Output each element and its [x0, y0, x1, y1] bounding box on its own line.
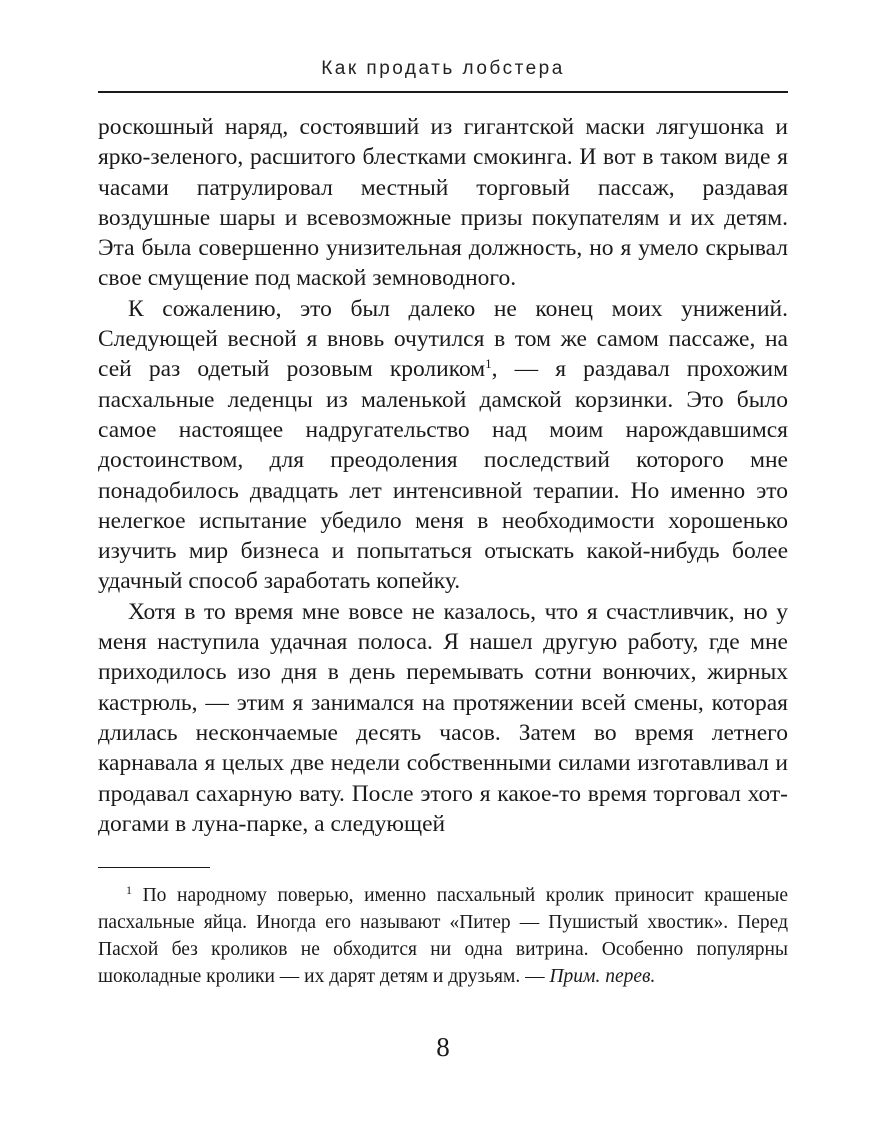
header-rule: [98, 91, 788, 93]
running-head: Как продать лобстера: [321, 58, 565, 79]
paragraph-1: роскошный наряд, состоявший из гигантской маски лягушонка и ярко-зеленого, расшитого блестками смокинга. И вот в таком виде я часами патрулировал местный торговый пассаж, раздавая воздушные шары и всевозможные призы покупателям и их детям. Эта была совершенно унизительная должность, но я умело скрывал свое смущение под маской земноводного.: [98, 114, 788, 292]
paragraph-2-part-2: , — я раздавал прохожим пасхальные леденцы из маленькой дамской корзинки. Это было самое настоящее надругательство над моим нарождавшимся достоинством, для преодоления последствий которого мне понадобилось двадцать лет интенсивной терапии. Но именно это нелегкое испытание убедило меня в необходимости хорошенько изучить мир бизнеса и попытаться отыскать какой-нибудь более удачный способ заработать копейку.: [98, 356, 788, 595]
footnote-marker: 1: [126, 883, 132, 897]
footnote-rule: [98, 867, 210, 868]
paragraph-2-part-1: К сожалению, это был далеко не конец моих унижений. Следующей весной я вновь очутился в том же самом пассаже, на сей раз одетый розовым кроликом: [98, 295, 788, 383]
footnote-reference[interactable]: 1: [485, 356, 492, 372]
translator-note-label: Прим. перев.: [549, 966, 656, 987]
body-text: [98, 112, 788, 839]
footnote: [98, 882, 788, 990]
footnote-text: По народному поверью, именно пасхальный кролик приносит крашеные пасхальные яйца. Иногда его называют «Питер — Пушистый хвостик». Перед Пасхой без кроликов не обходится ни одна витрина. Особенно популярны шоколадные кролики — их дарят детям и друзьям. —: [98, 885, 788, 987]
page-number: 8: [436, 1032, 450, 1062]
paragraph-2: [98, 294, 788, 597]
paragraph-3: Хотя в то время мне вовсе не казалось, что я счастливчик, но у меня наступила удачная полоса. Я нашел другую работу, где мне приходилось изо дня в день перемывать сотни вонючих, жирных кастрюль, — этим я занимался на протяжении всей смены, которая длилась нескончаемые десять часов. Затем во время летнего карнавала я целых две недели собственными силами изготавливал и продавал сахарную вату. После этого я какое-то время торговал хот-догами в луна-парке, а следующей: [98, 598, 788, 837]
